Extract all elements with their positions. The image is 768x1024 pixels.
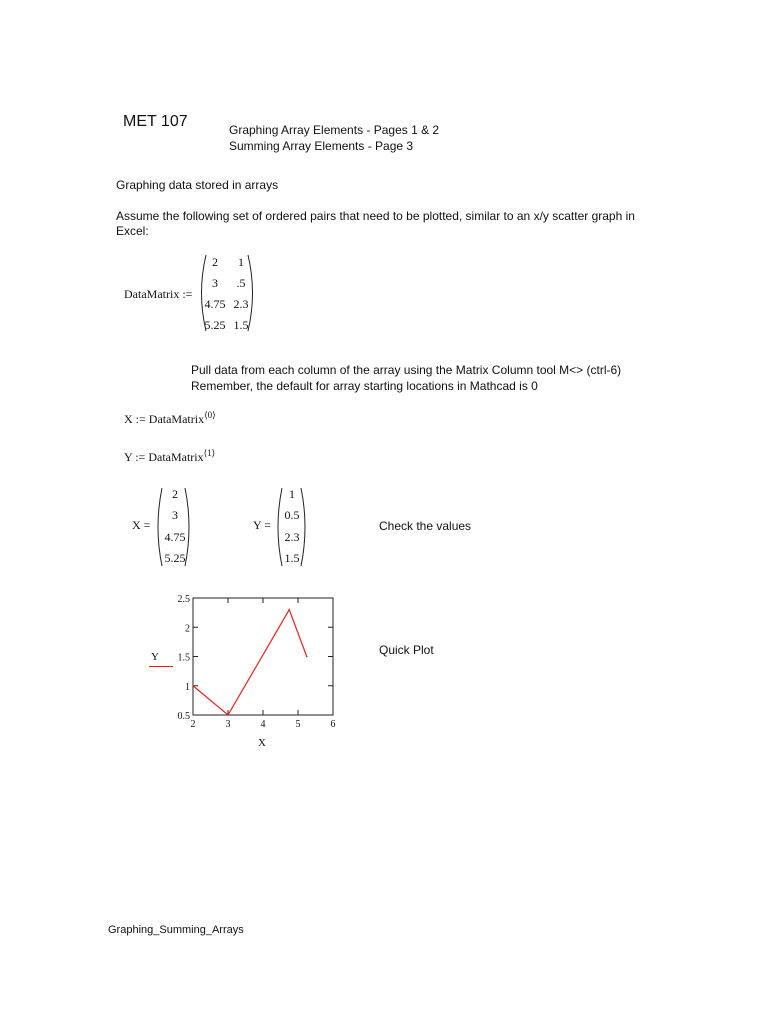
y-column-index: ⟨1⟩ — [203, 448, 216, 458]
y-eval-value: 1 — [289, 487, 295, 501]
x-tick-label: 5 — [295, 719, 301, 730]
instruction-line-1: Pull data from each column of the array using the Matrix Column tool M<> (ctrl-6) — [191, 363, 622, 377]
x-tick-label: 6 — [330, 719, 336, 730]
check-values-note: Check the values — [379, 519, 472, 533]
x-eval-value: 5.25 — [164, 551, 186, 565]
y-tick-label: 2 — [185, 623, 190, 635]
y-eval-label: Y = — [253, 518, 271, 532]
x-tick-label: 3 — [225, 719, 231, 730]
quick-plot — [160, 590, 360, 740]
y-axis-label: Y — [151, 651, 159, 663]
x-column-index: ⟨0⟩ — [204, 410, 216, 420]
data-matrix-cell: 2.3 — [233, 297, 249, 311]
y-tick-label: 0.5 — [177, 711, 190, 722]
x-definition-lhs: X := — [124, 412, 146, 426]
data-matrix-cell: 5.25 — [204, 318, 226, 332]
data-matrix-cell: .5 — [236, 276, 246, 290]
y-tick-label: 1.5 — [177, 652, 190, 664]
x-eval-value: 2 — [172, 487, 178, 501]
data-matrix-cell: 3 — [212, 276, 218, 290]
intro-line-1: Assume the following set of ordered pairs that need to be plotted, similar to an x/y scatter graph in — [116, 209, 635, 223]
x-axis-label: X — [258, 737, 266, 749]
data-point — [192, 685, 194, 687]
x-eval-value: 3 — [172, 508, 178, 522]
y-tick-label: 2.5 — [177, 594, 190, 605]
x-tick-label: 4 — [260, 719, 266, 730]
x-definition — [124, 410, 216, 427]
data-matrix-cell: 2 — [212, 255, 218, 269]
y-definition — [124, 448, 215, 465]
y-definition-lhs: Y := — [124, 450, 146, 464]
instruction-line-2: Remember, the default for array starting locations in Mathcad is 0 — [191, 379, 538, 393]
section-heading: Graphing data stored in arrays — [116, 178, 279, 192]
footer-filename: Graphing_Summing_Arrays — [108, 924, 244, 936]
y-eval-value: 0.5 — [284, 508, 300, 522]
topic-line-1: Graphing Array Elements - Pages 1 & 2 — [229, 123, 440, 137]
y-eval-value: 1.5 — [284, 551, 300, 565]
data-point — [288, 609, 290, 611]
topic-line-2: Summing Array Elements - Page 3 — [229, 139, 414, 153]
data-matrix-label: DataMatrix := — [124, 287, 193, 301]
data-matrix-cell: 4.75 — [204, 297, 226, 311]
data-matrix-cell: 1.5 — [233, 318, 249, 332]
quick-plot-caption: Quick Plot — [379, 643, 434, 657]
intro-line-2: Excel: — [116, 224, 149, 238]
x-eval-value: 4.75 — [164, 530, 186, 544]
course-title: MET 107 — [123, 113, 188, 130]
plot-frame — [193, 598, 333, 715]
x-eval-label: X = — [132, 518, 151, 532]
x-definition-rhs: DataMatrix — [148, 412, 205, 426]
y-definition-rhs: DataMatrix — [148, 450, 204, 464]
x-tick-label: 2 — [190, 719, 196, 730]
y-eval-value: 2.3 — [284, 530, 300, 544]
data-point — [227, 714, 229, 716]
y-tick-label: 1 — [185, 681, 190, 693]
data-point — [306, 656, 308, 658]
series-line-y — [193, 610, 307, 715]
data-matrix-cell: 1 — [238, 255, 244, 269]
